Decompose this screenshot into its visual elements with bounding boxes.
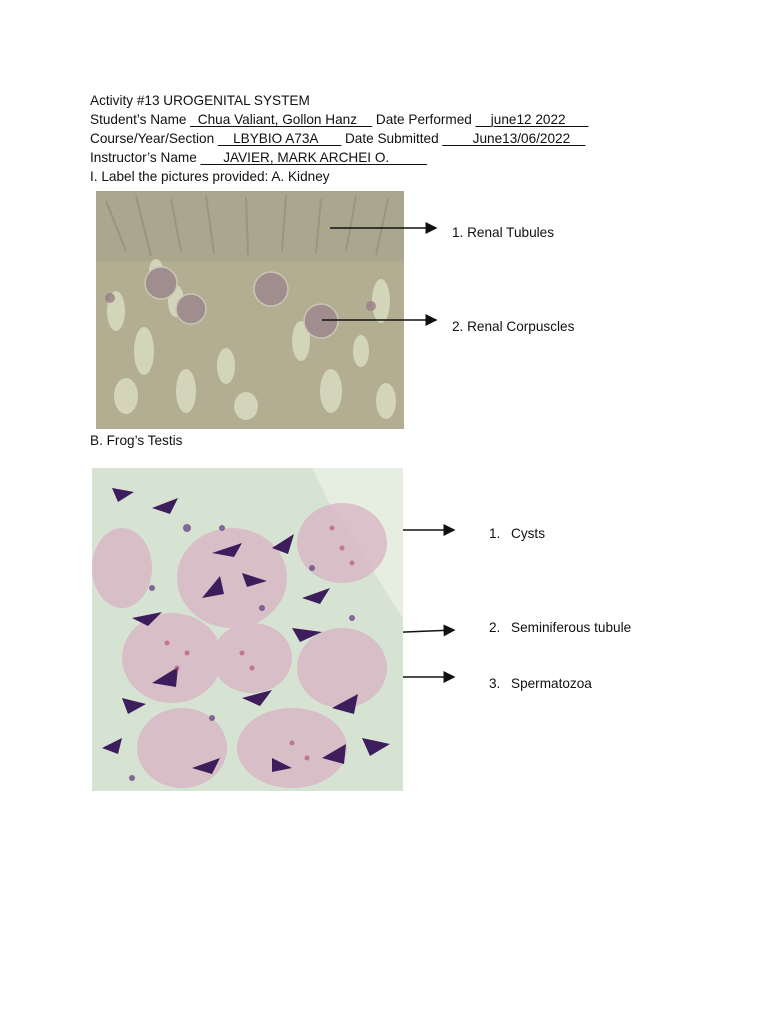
- testis-label-2-text: Seminiferous tubule: [511, 620, 632, 635]
- testis-label-1-number: 1.: [489, 526, 501, 541]
- testis-micrograph: [92, 468, 403, 791]
- testis-label-3-text: Spermatozoa: [511, 676, 592, 691]
- student-name-label: Student’s Name: [90, 112, 191, 127]
- testis-label-1: [489, 526, 545, 541]
- testis-micrograph-image: [92, 468, 403, 791]
- testis-label-2-number: 2.: [489, 620, 501, 635]
- testis-heading: B. Frog’s Testis: [90, 433, 183, 448]
- instructor-value: ___JAVIER, MARK ARCHEI O._____: [200, 150, 427, 165]
- date-performed-value: __june12 2022___: [475, 112, 589, 127]
- course-value: __LBYBIO A73A___: [217, 131, 342, 146]
- kidney-label-2: 2. Renal Corpuscles: [452, 319, 575, 334]
- testis-label-2: [489, 620, 631, 635]
- activity-title: Activity #13 UROGENITAL SYSTEM: [90, 93, 310, 108]
- kidney-label-1: 1. Renal Tubules: [452, 225, 555, 240]
- date-submitted-label: Date Submitted: [341, 131, 443, 146]
- testis-label-3-number: 3.: [489, 676, 501, 691]
- instruction-line: I. Label the pictures provided: A. Kidney: [90, 169, 330, 184]
- instructor-label: Instructor’s Name: [90, 150, 201, 165]
- date-submitted-value: ____June13/06/2022__: [442, 131, 586, 146]
- student-name-value: _Chua Valiant, Gollon Hanz__: [190, 112, 373, 127]
- course-label: Course/Year/Section: [90, 131, 218, 146]
- testis-label-3: [489, 676, 592, 691]
- testis-label-1-text: Cysts: [511, 526, 545, 541]
- date-performed-label: Date Performed: [372, 112, 476, 127]
